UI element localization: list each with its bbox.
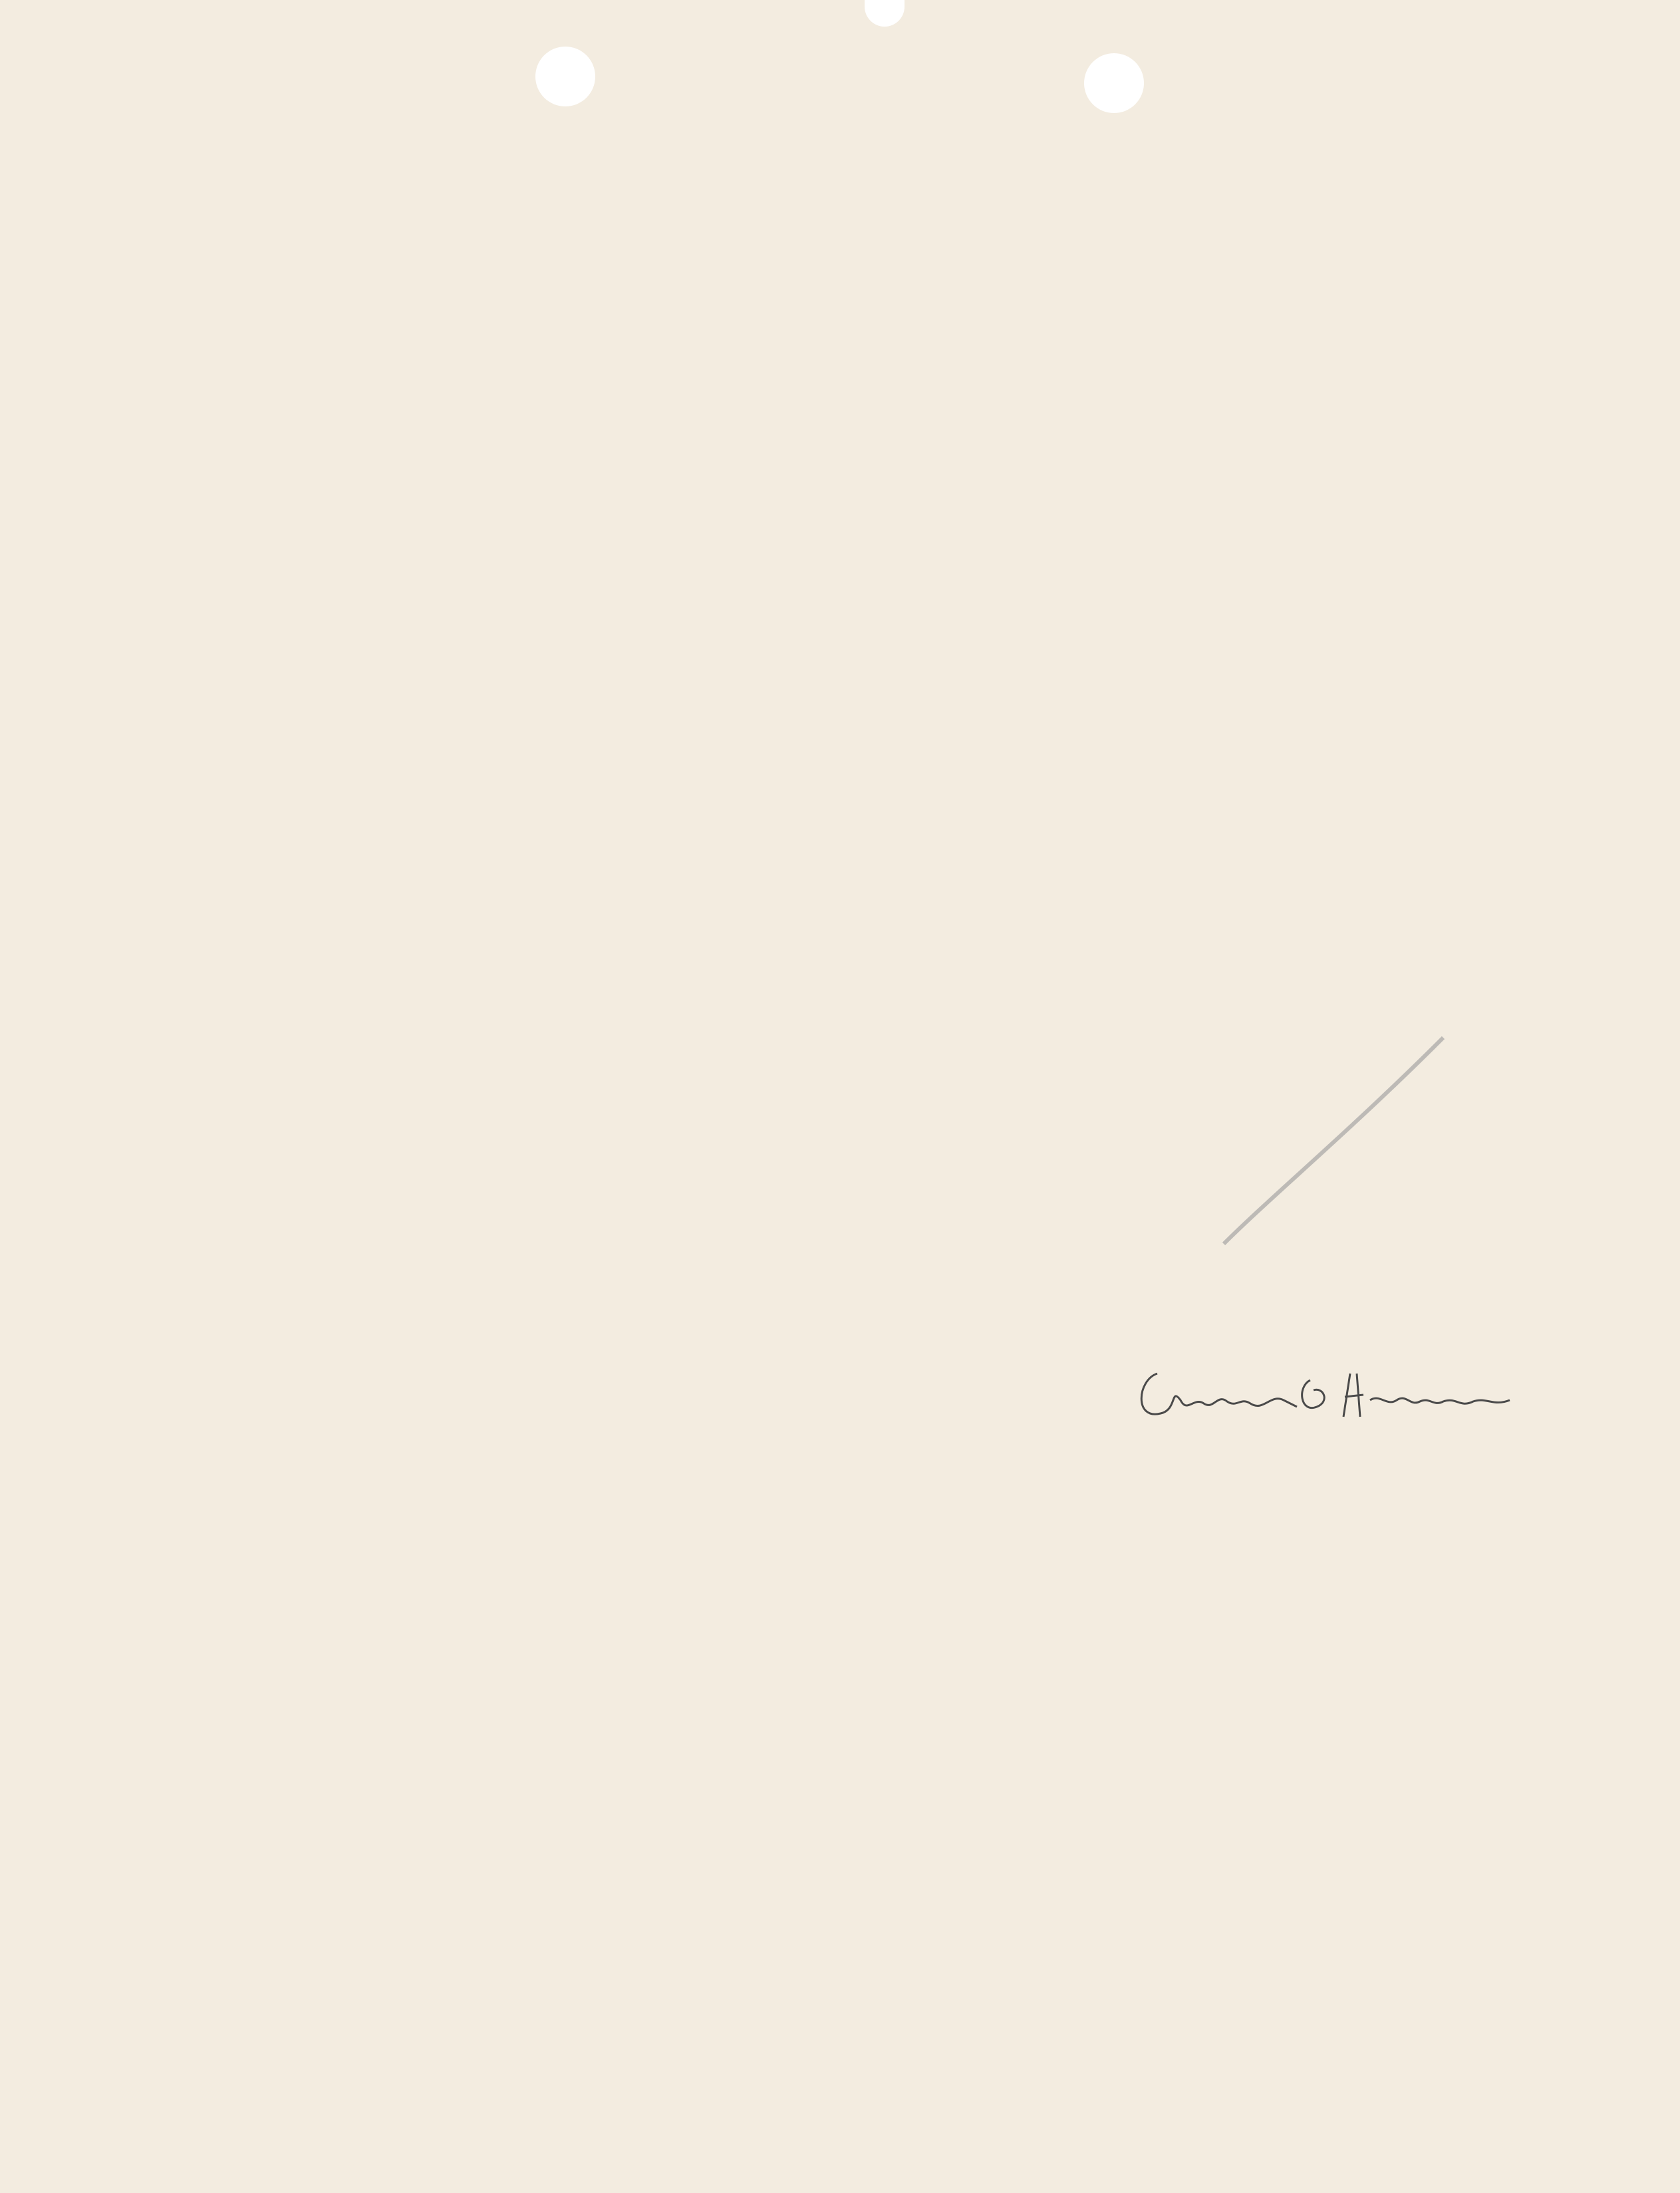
- pencil-mark: [1217, 1031, 1457, 1250]
- punch-hole-left: [535, 47, 595, 106]
- punch-hole-right: [1084, 53, 1144, 113]
- torn-corner: [865, 0, 905, 27]
- signature: [1131, 1360, 1516, 1433]
